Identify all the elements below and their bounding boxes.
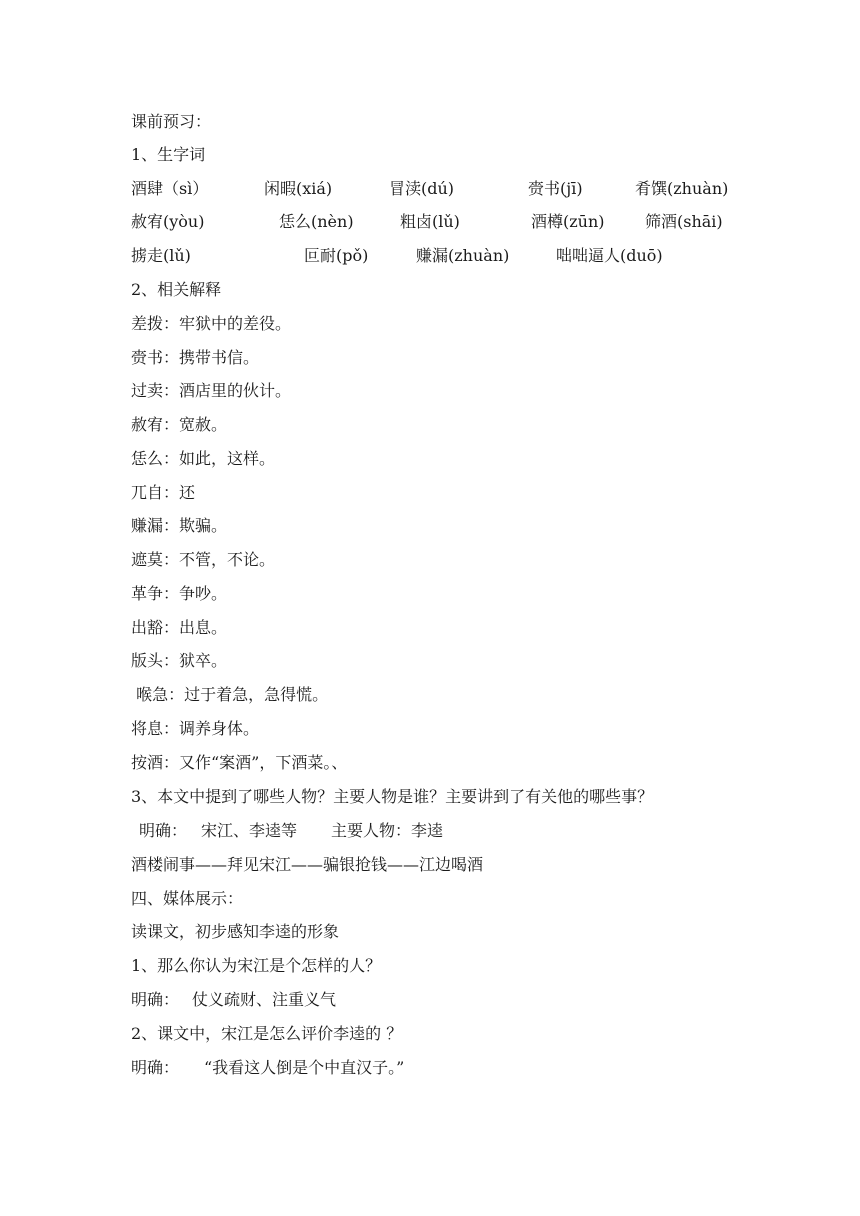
explanation-item: 喉急：过于着急，急得慌。: [131, 685, 329, 704]
answer-label: 明确：: [131, 990, 180, 1009]
section-explain: 2、相关解释: [131, 280, 222, 299]
vocab-word: 恁么(nèn): [279, 212, 354, 231]
explanation-item: 赦宥：宽赦。: [131, 415, 228, 434]
section-media: 四、媒体展示：: [131, 889, 244, 908]
answer-label: 明确：: [131, 1058, 180, 1077]
vocab-word: 赚漏(zhuàn): [416, 246, 510, 265]
answer-song-jiang: 仗义疏财、注重义气: [192, 990, 337, 1009]
answer-people: 宋江、李逵等: [201, 821, 298, 840]
explanation-item: 过卖：酒店里的伙计。: [131, 381, 292, 400]
question-evaluation: 2、课文中，宋江是怎么评价李逵的 ？: [131, 1024, 403, 1043]
heading-preview: 课前预习：: [131, 112, 212, 131]
answer-label: 明确：: [139, 821, 188, 840]
explanation-item: 将息：调养身体。: [131, 719, 260, 738]
explanation-item: 出豁：出息。: [131, 618, 228, 637]
events-sequence: 酒楼闹事——拜见宋江——骗银抢钱——江边喝酒: [131, 855, 484, 874]
vocab-word: 赍书(jī): [528, 179, 583, 198]
vocab-word: 筛酒(shāi): [645, 212, 723, 231]
vocab-word: 粗卤(lǔ): [400, 212, 460, 231]
explanation-item: 赍书：携带书信。: [131, 348, 260, 367]
vocab-word: 酒肆（sì）: [131, 179, 209, 198]
vocab-word: 掳走(lǔ): [131, 246, 191, 265]
explanation-item: 赚漏：欺骗。: [131, 516, 228, 535]
vocab-word: 赦宥(yòu): [131, 212, 205, 231]
answer-evaluation-quote: “我看这人倒是个中直汉子。”: [204, 1058, 405, 1077]
explanation-item: 革争：争吵。: [131, 584, 228, 603]
vocab-word: 冒渎(dú): [389, 179, 455, 198]
explanation-item: 恁么：如此，这样。: [131, 449, 276, 468]
explanation-item: 兀自：还: [131, 483, 196, 502]
section-vocab: 1、生字词: [131, 145, 206, 164]
vocab-word: 闲暇(xiá): [264, 179, 333, 198]
vocab-word: 叵耐(pǒ): [304, 246, 369, 265]
explanation-item: 遮莫：不管，不论。: [131, 550, 276, 569]
vocab-word: 肴馔(zhuàn): [635, 179, 729, 198]
explanation-item: 按酒：又作“案酒”，下酒菜。、: [131, 753, 348, 772]
explanation-item: 版头：狱卒。: [131, 651, 228, 670]
answer-main-character: 主要人物：李逵: [331, 821, 444, 840]
question-characters: 3、本文中提到了哪些人物？主要人物是谁？主要讲到了有关他的哪些事？: [131, 787, 654, 806]
question-song-jiang: 1、那么你认为宋江是个怎样的人？: [131, 956, 382, 975]
reading-task: 读课文，初步感知李逵的形象: [131, 922, 340, 941]
vocab-word: 咄咄逼人(duō): [556, 246, 663, 265]
explanation-item: 差拨：牢狱中的差役。: [131, 314, 292, 333]
vocab-word: 酒樽(zūn): [531, 212, 605, 231]
